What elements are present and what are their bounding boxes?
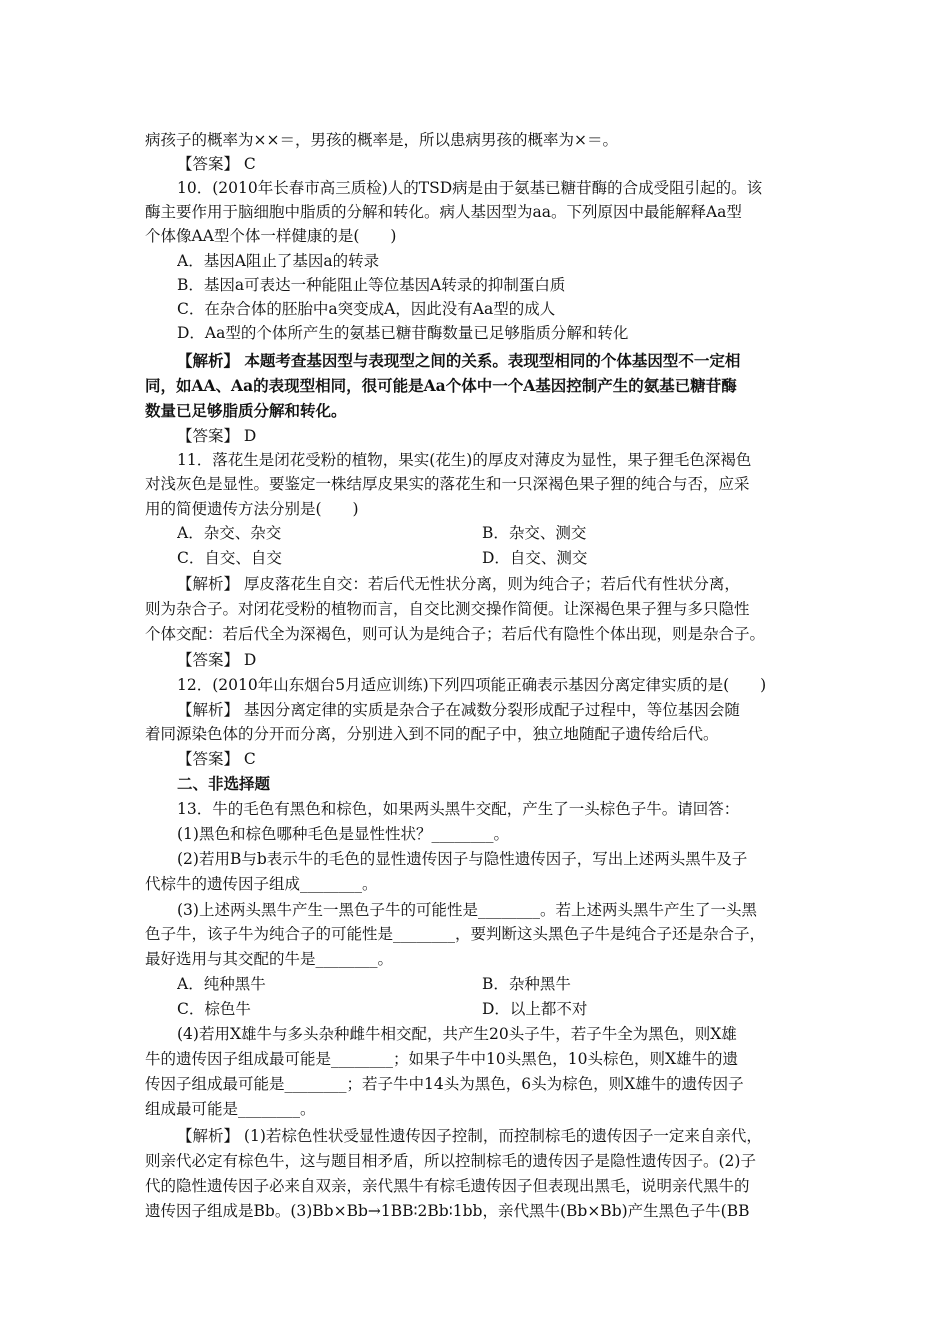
analysis-line: 代的隐性遗传因子必来自双亲，亲代黑牛有棕毛遗传因子但表现出黑毛，说明亲代黑牛的 (145, 1177, 750, 1195)
option-c: C．棕色牛 (177, 1000, 251, 1018)
question-10: 10．(2010年长春市高三质检)人的TSD病是由于氨基已糖苷酶的合成受阻引起的。该 (177, 179, 763, 197)
section-heading: 二、非选择题 (177, 774, 271, 793)
answer-line: 【答案】 C (177, 750, 256, 768)
sub-question: (1)黑色和棕色哪种毛色是显性性状？________。 (177, 825, 509, 843)
analysis-line: 【解析】 基因分离定律的实质是杂合子在减数分裂形成配子过程中，等位基因会随 (177, 701, 740, 719)
option-row (177, 546, 813, 570)
option-c: C．在杂合体的胚胎中a突变成A，因此没有Aa型的成人 (177, 300, 556, 318)
analysis-line: 则亲代必定有棕色牛，这与题目相矛盾，所以控制棕毛的遗传因子是隐性遗传因子。(2)子 (145, 1152, 756, 1170)
option-a: A．杂交、杂交 (177, 524, 282, 542)
text-line: 病孩子的概率为××＝，男孩的概率是，所以患病男孩的概率为×＝。 (145, 131, 618, 149)
text-line: 组成最可能是________。 (145, 1100, 316, 1118)
option-a: A．纯种黑牛 (177, 975, 266, 993)
analysis-line: 遗传因子组成是Bb。(3)Bb×Bb→1BB∶2Bb∶1bb，亲代黑牛(Bb×Bb)产生黑色子牛(BB (145, 1202, 750, 1220)
analysis-line: 数量已足够脂质分解和转化。 (145, 401, 347, 420)
text-line: 色子牛，该子牛为纯合子的可能性是________，要判断这头黑色子牛是纯合子还是杂合子， (145, 925, 766, 943)
analysis-line: 个体交配：若后代全为深褐色，则可认为是纯合子；若后代有隐性个体出现，则是杂合子。 (145, 625, 766, 643)
sub-question: (2)若用B与b表示牛的毛色的显性遗传因子与隐性遗传因子，写出上述两头黑牛及子 (177, 850, 748, 868)
analysis-line: 则为杂合子。对闭花受粉的植物而言，自交比测交操作简便。让深褐色果子狸与多只隐性 (145, 600, 750, 618)
analysis-line: 着同源染色体的分开而分离，分别进入到不同的配子中，独立地随配子遗传给后代。 (145, 725, 719, 743)
option-b: B．基因a可表达一种能阻止等位基因A转录的抑制蛋白质 (177, 276, 566, 294)
option-b: B．杂交、测交 (482, 524, 587, 542)
sub-question: (3)上述两头黑牛产生一黑色子牛的可能性是________。若上述两头黑牛产生了一头黑 (177, 901, 757, 919)
text-line: 代棕牛的遗传因子组成________。 (145, 875, 378, 893)
option-c: C．自交、自交 (177, 549, 282, 567)
option-row (177, 521, 813, 545)
text-line: 用的简便遗传方法分别是( ) (145, 500, 359, 518)
option-d: D．自交、测交 (482, 549, 588, 567)
analysis-line: 【解析】 (1)若棕色性状受显性遗传因子控制，而控制棕毛的遗传因子一定来自亲代， (177, 1127, 762, 1145)
question-13: 13．牛的毛色有黑色和棕色，如果两头黑牛交配，产生了一头棕色子牛。请回答： (177, 800, 740, 818)
text-line: 牛的遗传因子组成最可能是________；如果子牛中10头黑色，10头棕色，则X雄牛的遗 (145, 1050, 738, 1068)
option-a: A．基因A阻止了基因a的转录 (177, 252, 380, 270)
analysis-line: 【解析】 厚皮落花生自交：若后代无性状分离，则为纯合子；若后代有性状分离， (177, 575, 740, 593)
option-row (177, 972, 813, 996)
text-line: 最好选用与其交配的牛是________。 (145, 950, 394, 968)
option-row (177, 997, 813, 1021)
analysis-line: 同，如AA、Aa的表现型相同，很可能是Aa个体中一个A基因控制产生的氨基已糖苷酶 (145, 376, 737, 395)
text-line: 个体像AA型个体一样健康的是( ) (145, 227, 397, 245)
analysis-line: 【解析】 本题考查基因型与表现型之间的关系。表现型相同的个体基因型不一定相 (177, 351, 741, 370)
answer-line: 【答案】 D (177, 427, 257, 445)
answer-line: 【答案】 D (177, 651, 257, 669)
option-d: D．Aa型的个体所产生的氨基已糖苷酶数量已足够脂质分解和转化 (177, 324, 629, 342)
answer-line: 【答案】 C (177, 155, 256, 173)
text-line: 酶主要作用于脑细胞中脂质的分解和转化。病人基因型为aa。下列原因中最能解释Aa型 (145, 203, 742, 221)
sub-question: (4)若用X雄牛与多头杂种雌牛相交配，共产生20头子牛，若子牛全为黑色，则X雄 (177, 1025, 737, 1043)
option-b: B．杂种黑牛 (482, 975, 571, 993)
text-line: 对浅灰色是显性。要鉴定一株结厚皮果实的落花生和一只深褐色果子狸的纯合与否，应采 (145, 475, 750, 493)
option-d: D．以上都不对 (482, 1000, 588, 1018)
text-line: 传因子组成最可能是________；若子牛中14头为黑色，6头为棕色，则X雄牛的遗传因子 (145, 1075, 744, 1093)
question-12: 12．(2010年山东烟台5月适应训练)下列四项能正确表示基因分离定律实质的是( ) (177, 676, 767, 694)
question-11: 11．落花生是闭花受粉的植物，果实(花生)的厚皮对薄皮为显性，果子狸毛色深褐色 (177, 451, 752, 469)
